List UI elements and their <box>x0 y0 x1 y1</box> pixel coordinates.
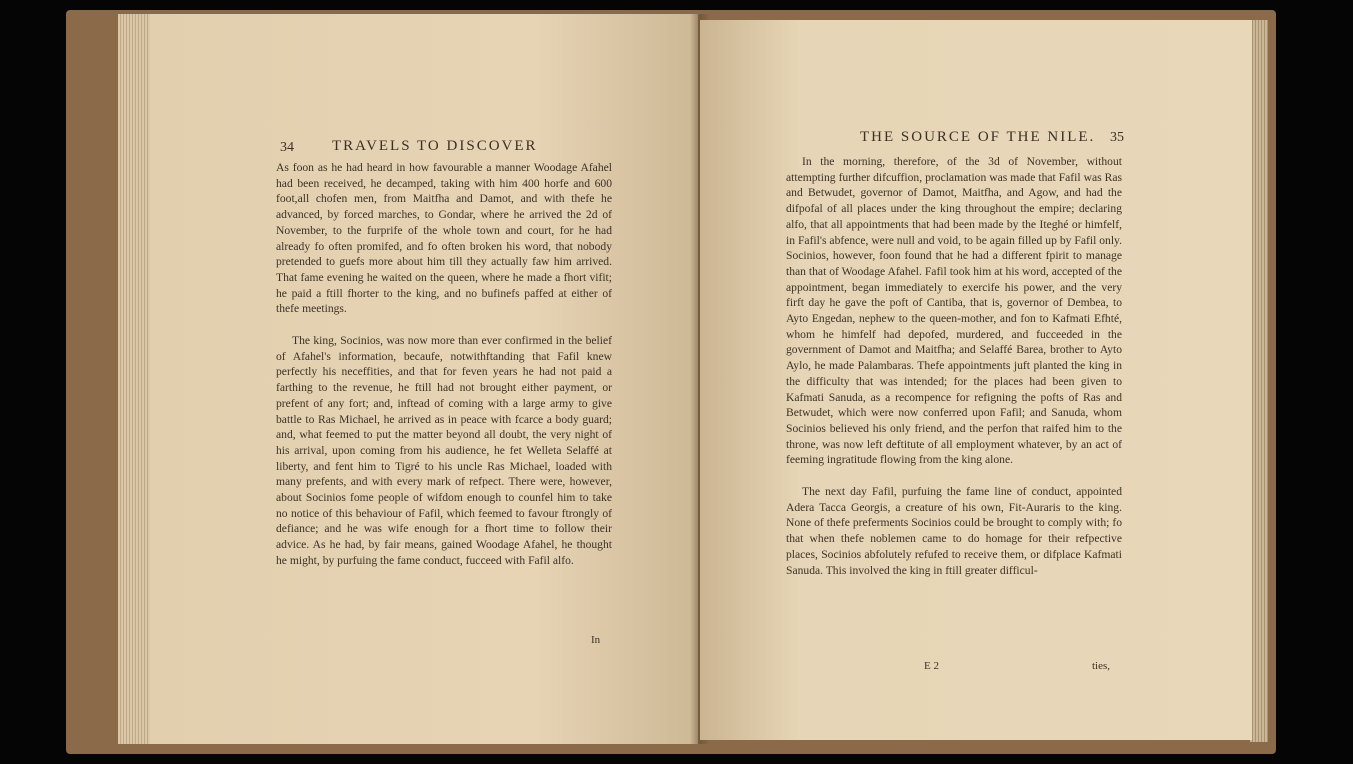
paragraph: The king, Socinios, was now more than ever confirmed in the belief of Afahel's information, becaufe, notwithftanding that Fafil knew perfectly his neceffities, and that for feven years he had not paid a farthing to the revenue, he ftill had not brought either payment, or prefent of any fort; and, inftead of coming with a large army to give battle to Ras Michael, he arrived as in peace with fcarce a body guard; and, what feemed to put the matter beyond all doubt, the very night of his arrival, upon coming from his audience, he fet Welleta Selaffé at liberty, and fent him to Tigré to his uncle Ras Michael, loaded with many prefents, and with every mark of refpect. There were, however, about Socinios fome people of wifdom enough to counfel him to take no notice of this behaviour of Fafil, which feemed to favour ftrongly of defiance; and he was wife enough for a fhort time to follow their advice. As he had, by fair means, gained Woodage Afahel, he thought he might, by purfuing the fame conduct, fucceed with Fafil alfo. <box>276 334 612 567</box>
running-head: TRAVELS TO DISCOVER <box>332 138 538 154</box>
left-page <box>150 14 698 744</box>
paragraph: The next day Fafil, purfuing the fame line of conduct, appointed Adera Tacca Georgis, a creature of his own, Fit-Auraris to the king. None of thefe preferments Socinios could be brought to comply with; fo that when thefe noblemen came to do homage for their refpective places, Socinios abfolutely refufed to receive them, or difplace Kafmati Sanuda. This involved the king in ftill greater difficul- <box>786 485 1122 577</box>
body-text <box>786 154 1122 578</box>
right-page <box>700 20 1252 740</box>
paragraph: In the morning, therefore, of the 3d of November, without attempting further difcuffion, proclamation was made that Fafil was Ras and Betwudet, governor of Damot, Maitfha, and Agow, and had the difpofal of all places under the king throughout the empire; declaring alfo, that all appointments that had been made by the Iteghé or himfelf, in Fafil's abfence, were null and void, to be again filled up by Fafil only. Socinios, however, foon found that he had a different fpirit to manage than that of Woodage Afahel. Fafil took him at his word, accepted of the appointment, began immediately to exercife his power, and the very firft day he gave the poft of Cantiba, that is, governor of Dembea, to Ayto Engedan, nephew to the queen-mother, and fon to Kafmati Efhté, whom he himfelf had depofed, murdered, and fucceeded in the government of Damot and Maitfha; and Selaffé Barea, brother to Ayto Aylo, he made Palambaras. Thefe appointments juft planted the king in the difficulty that was intended; for the places had been given to Kafmati Sanuda, as a recompence for refigning the pofts of Ras and Betwudet, which were now conferred upon Fafil; and Sanuda, whom Socinios believed his only friend, and the perfon that raifed him to the throne, was now left deftitute of all employment whatever, by an act of feeming ingratitude flowing from the king alone. <box>786 155 1122 467</box>
page-number: 34 <box>280 140 294 155</box>
catchword: In <box>591 634 601 646</box>
paragraph: As foon as he had heard in how favourable a manner Woodage Afahel had been received, he decamped, taking with him 400 horfe and 600 foot,all chofen men, from Maitfha and Damot, and with thefe he advanced, by forced marches, to Gondar, where he arrived the 2d of November, to the furprife of the whole town and court, for he had already fo often promifed, and fo often broken his word, that nobody pretended to guefs more about him till they actually faw him arrived. That fame evening he waited on the queen, where he made a fhort vifit; he paid a ftill fhorter to the king, and no bufinefs paffed at either of thefe meetings. <box>276 161 612 316</box>
page-number: 35 <box>1110 130 1124 145</box>
running-head: THE SOURCE OF THE NILE. <box>860 129 1096 145</box>
page-edges-left <box>118 14 152 744</box>
catchword: ties, <box>1092 660 1111 672</box>
body-text <box>276 160 612 569</box>
page-edges-right <box>1250 20 1268 742</box>
signature-mark: E 2 <box>924 660 939 672</box>
